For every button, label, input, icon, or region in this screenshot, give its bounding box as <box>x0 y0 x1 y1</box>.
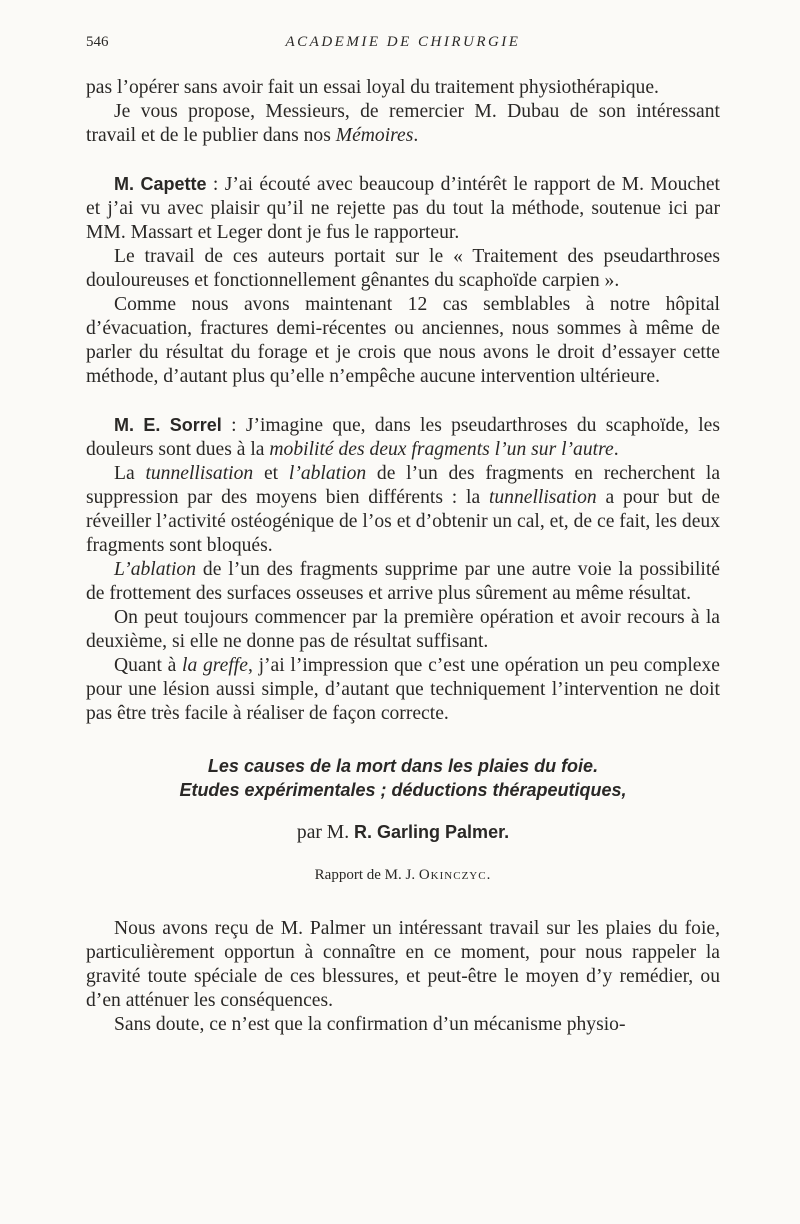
speaker-name: M. Capette <box>114 174 207 194</box>
spacer <box>86 887 720 917</box>
italic-run: ablation <box>130 559 197 580</box>
text-run: La <box>114 463 146 484</box>
text-run: : J’ai écouté avec beaucoup d’intérêt le rapport de M. Mouchet et j’ai vu avec plaisir qu’il ne rejette pas du tout la méthode, soutenue ici par MM. Massart et Leger dont je fus le rapporteur. <box>86 174 721 243</box>
author-name: R. Garling Palmer. <box>354 822 510 842</box>
sorrel-paragraph-3 <box>86 558 720 606</box>
text-run: et <box>253 463 289 484</box>
text-run: . <box>613 439 619 460</box>
italic-run: L’ <box>114 559 131 580</box>
text-run: Quant à <box>114 655 183 676</box>
paragraph-continuation: pas l’opérer sans avoir fait un essai loyal du traitement physiothérapique. <box>86 77 659 98</box>
article-title-line-1: Les causes de la mort dans les plaies du foie. <box>207 756 599 776</box>
text-run: a pour but de réveiller l’activité ostéogénique de l’os et d’obtenir un cal, et, de ce fait, les deux fragments sont bloqués. <box>86 487 720 556</box>
text-run: Rapport de M. J. <box>314 867 419 883</box>
text-run: par M. <box>296 822 355 843</box>
italic-run: Mémoires <box>335 125 414 146</box>
speaker-name: M. E. Sorrel <box>114 415 222 435</box>
sorrel-paragraph-2 <box>86 462 720 558</box>
capette-paragraph-3: Comme nous avons maintenant 12 cas semblables à notre hôpital d’évacuation, fractures demi-récentes ou anciennes, nous sommes à même de parler du résultat du forage et je crois que nous avons le droit d’essayer cette méthode, d’autant plus qu’elle n’empêche aucune intervention ultérieure. <box>86 294 720 387</box>
running-title: ACADEMIE DE CHIRURGIE <box>285 34 521 50</box>
text-run: de l’un des fragments en recherchent la suppression par des moyens bien différents : la <box>86 463 721 508</box>
paragraph-conclusion <box>86 100 720 148</box>
body-text <box>86 76 720 1037</box>
sorrel-paragraph-1 <box>86 413 720 462</box>
spacer <box>86 389 720 413</box>
report-paragraph-2: Sans doute, ce n’est que la confirmation d’un mécanisme physio- <box>114 1014 626 1035</box>
capette-paragraph-1 <box>86 172 720 245</box>
italic-run: mobilité des deux fragments l’un sur l’autre <box>269 439 614 460</box>
page-number: 546 <box>86 34 109 50</box>
article-heading <box>86 754 720 887</box>
rapporteur-name: Okinczyc. <box>418 867 492 883</box>
spacer <box>86 148 720 172</box>
italic-run: l’ablation <box>288 463 367 484</box>
page-header <box>86 34 720 58</box>
italic-run: tunnellisation <box>145 463 254 484</box>
article-title-line-2: Etudes expérimentales ; déductions thérapeutiques, <box>179 780 627 800</box>
italic-run: la greffe <box>182 655 248 676</box>
capette-paragraph-2: Le travail de ces auteurs portait sur le « Traitement des pseudarthroses douloureuses et fonctionnellement gênantes du scaphoïde carpien ». <box>86 246 720 291</box>
text-run: Je vous propose, Messieurs, de remercier M. Dubau de son intéressant travail et de le publier dans nos <box>86 101 720 146</box>
text-run: : J’imagine que, dans les pseudarthroses du scaphoïde, les douleurs sont dues à la <box>86 415 721 460</box>
text-run: , j’ai l’impression que c’est une opération un peu complexe pour une lésion aussi simple, d’autant que techniquement l’intervention ne doit pas être très facile à réaliser de façon correcte. <box>86 655 720 724</box>
italic-run: tunnellisation <box>488 487 597 508</box>
text-run: . <box>413 125 419 146</box>
sorrel-paragraph-4: On peut toujours commencer par la première opération et avoir recours à la deuxième, si elle ne donne pas de résultat suffisant. <box>86 607 720 652</box>
article-byline <box>86 820 720 845</box>
sorrel-paragraph-5 <box>86 654 720 726</box>
report-paragraph-1: Nous avons reçu de M. Palmer un intéressant travail sur les plaies du foie, particulièrement opportun à connaître en ce moment, pour nous rappeler la gravité toute spéciale de ces blessures, et peut-être le moyen d’y remédier, ou d’en atténuer les conséquences. <box>86 918 720 1011</box>
text-run: de l’un des fragments supprime par une autre voie la possibilité de frottement des surfaces osseuses et arrive plus sûrement au même résultat. <box>86 559 720 604</box>
report-line <box>86 863 720 887</box>
